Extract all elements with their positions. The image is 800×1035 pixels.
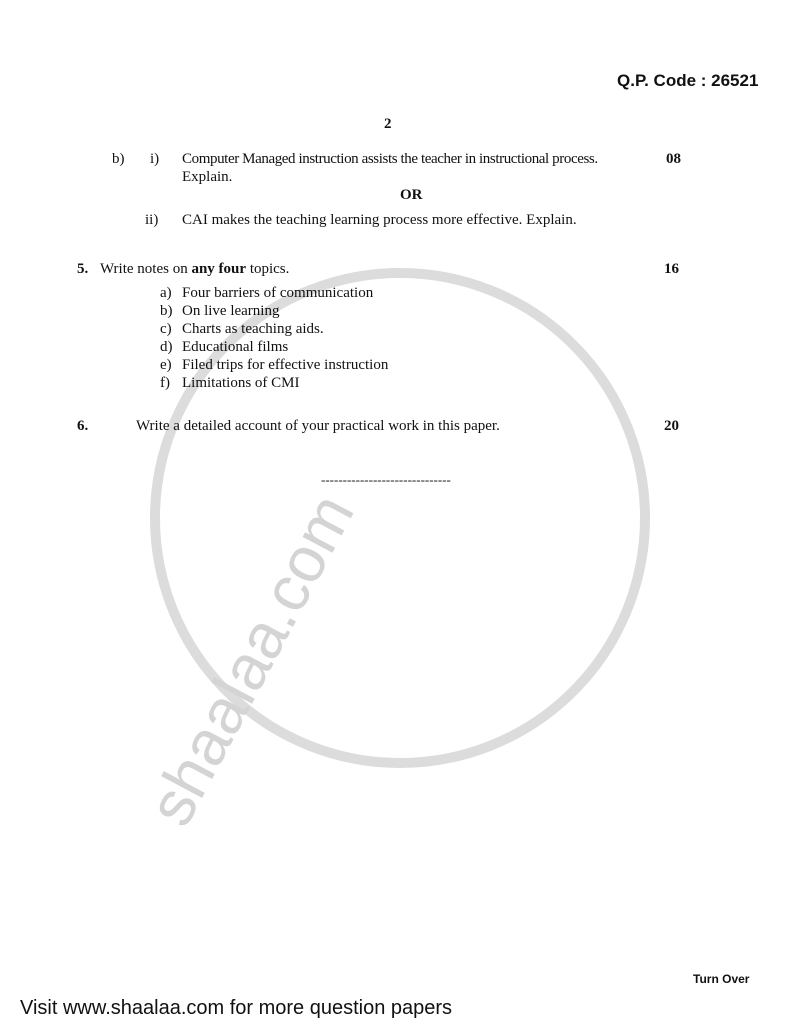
- or-label: OR: [400, 187, 423, 203]
- list-item: f) Limitations of CMI: [160, 375, 300, 391]
- q5-prefix: Write notes on: [100, 261, 188, 277]
- visit-link[interactable]: Visit www.shaalaa.com for more question papers: [20, 997, 453, 1019]
- q5-suffix: topics.: [249, 261, 290, 277]
- q5-text: [100, 261, 289, 278]
- end-line: ------------------------------: [321, 472, 451, 487]
- list-item: c) Charts as teaching aids.: [160, 321, 324, 337]
- list-item: d) Educational films: [160, 339, 289, 355]
- page-number: 2: [384, 116, 392, 132]
- q5-emphasis: any four: [191, 261, 247, 277]
- q4b-i-text: Computer Managed instruction assists the teacher in instructional process.: [182, 151, 598, 167]
- q4b-ii-text: CAI makes the teaching learning process more effective. Explain.: [182, 212, 577, 228]
- q6-marks: 20: [664, 418, 679, 434]
- q6-text: Write a detailed account of your practical work in this paper.: [136, 418, 500, 434]
- list-item: b) On live learning: [160, 303, 280, 319]
- q5-marks: 16: [664, 261, 679, 277]
- turn-over: Turn Over: [693, 972, 750, 986]
- q4b-label: b): [112, 151, 125, 167]
- list-item: a) Four barriers of communication: [160, 285, 374, 301]
- q4b-marks: 08: [666, 151, 681, 167]
- q6-number: 6.: [77, 418, 89, 434]
- q5-number: 5.: [77, 261, 89, 277]
- q4b-i-text-2: Explain.: [182, 169, 233, 185]
- q4b-i-label: i): [150, 151, 160, 167]
- watermark-text: shaalaa.com: [133, 482, 368, 837]
- list-item: e) Filed trips for effective instruction: [160, 357, 389, 373]
- qp-code: Q.P. Code : 26521: [617, 71, 759, 90]
- q4b-ii-label: ii): [145, 212, 159, 228]
